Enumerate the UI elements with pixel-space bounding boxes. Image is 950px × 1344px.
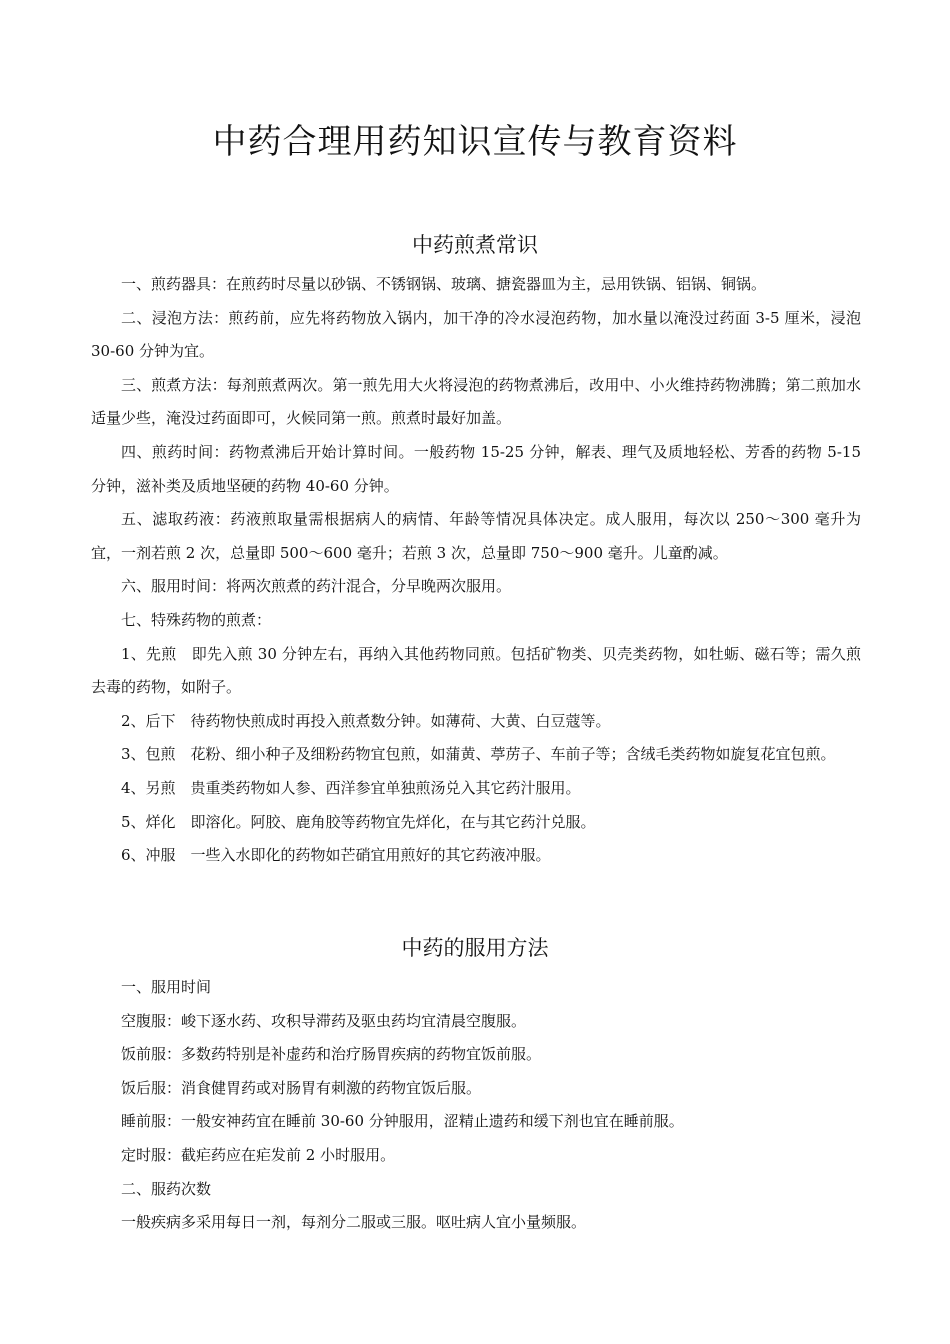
section-heading-usage: 中药的服用方法 <box>401 936 549 960</box>
paragraph: 四、煎药时间：药物煮沸后开始计算时间。一般药物 15-25 分钟，解表、理气及质地轻松、芳香的药物 5-15 分钟，滋补类及质地坚硬的药物 40-60 分钟。 <box>91 442 861 495</box>
document-title: 中药合理用药知识宣传与教育资料 <box>212 122 738 162</box>
paragraph: 七、特殊药物的煎煮： <box>121 610 272 629</box>
paragraph: 一、煎药器具：在煎药时尽量以砂锅、不锈钢锅、玻璃、搪瓷器皿为主，忌用铁锅、铝锅、铜锅。 <box>121 275 767 293</box>
paragraph: 1、先煎 即先入煎 30 分钟左右，再纳入其他药物同煎。包括矿物类、贝壳类药物，如牡蛎、磁石等；需久煎去毒的药物，如附子。 <box>91 644 861 697</box>
paragraph: 3、包煎 花粉、细小种子及细粉药物宜包煎，如蒲黄、葶苈子、车前子等；含绒毛类药物如旋复花宜包煎。 <box>121 745 836 764</box>
section-heading-decoction: 中药煎煮常识 <box>412 233 538 257</box>
paragraph: 6、冲服 一些入水即化的药物如芒硝宜用煎好的其它药液冲服。 <box>121 846 551 865</box>
paragraph: 定时服：截疟药应在疟发前 2 小时服用。 <box>121 1145 396 1164</box>
paragraph: 六、服用时间：将两次煎煮的药汁混合，分早晚两次服用。 <box>121 577 512 596</box>
section-body-usage <box>91 971 861 1240</box>
paragraph: 三、煎煮方法：每剂煎煮两次。第一煎先用大火将浸泡的药物煮沸后，改用中、小火维持药物沸腾；第二煎加水适量少些，淹没过药面即可，火候同第一煎。煎煮时最好加盖。 <box>91 375 861 428</box>
section-body-decoction <box>91 268 861 873</box>
paragraph: 2、后下 待药物快煎成时再投入煎煮数分钟。如薄荷、大黄、白豆蔻等。 <box>121 711 611 730</box>
paragraph: 空腹服：峻下逐水药、攻积导滞药及驱虫药均宜清晨空腹服。 <box>121 1011 527 1030</box>
paragraph: 一般疾病多采用每日一剂，每剂分二服或三服。呕吐病人宜小量频服。 <box>121 1213 587 1232</box>
paragraph: 4、另煎 贵重类药物如人参、西洋参宜单独煎汤兑入其它药汁服用。 <box>121 778 581 797</box>
paragraph: 睡前服：一般安神药宜在睡前 30-60 分钟服用，涩精止遗药和缓下剂也宜在睡前服。 <box>121 1112 684 1131</box>
paragraph: 一、服用时间 <box>121 978 212 996</box>
paragraph: 二、浸泡方法：煎药前，应先将药物放入锅内，加干净的冷水浸泡药物，加水量以淹没过药面 3-5 厘米，浸泡 30-60 分钟为宜。 <box>91 308 861 361</box>
paragraph: 二、服药次数 <box>121 1179 212 1198</box>
paragraph: 饭后服：消食健胃药或对肠胃有刺激的药物宜饭后服。 <box>121 1078 482 1097</box>
paragraph: 五、滤取药液：药液煎取量需根据病人的病情、年龄等情况具体决定。成人服用，每次以 250～300 毫升为宜，一剂若煎 2 次，总量即 500～600 毫升；若煎 3 次，总量即 750～900 毫升。儿童酌减。 <box>91 510 861 562</box>
paragraph: 5、烊化 即溶化。阿胶、鹿角胶等药物宜先烊化，在与其它药汁兑服。 <box>121 812 596 831</box>
paragraph: 饭前服：多数药特别是补虚药和治疗肠胃疾病的药物宜饭前服。 <box>121 1045 542 1064</box>
